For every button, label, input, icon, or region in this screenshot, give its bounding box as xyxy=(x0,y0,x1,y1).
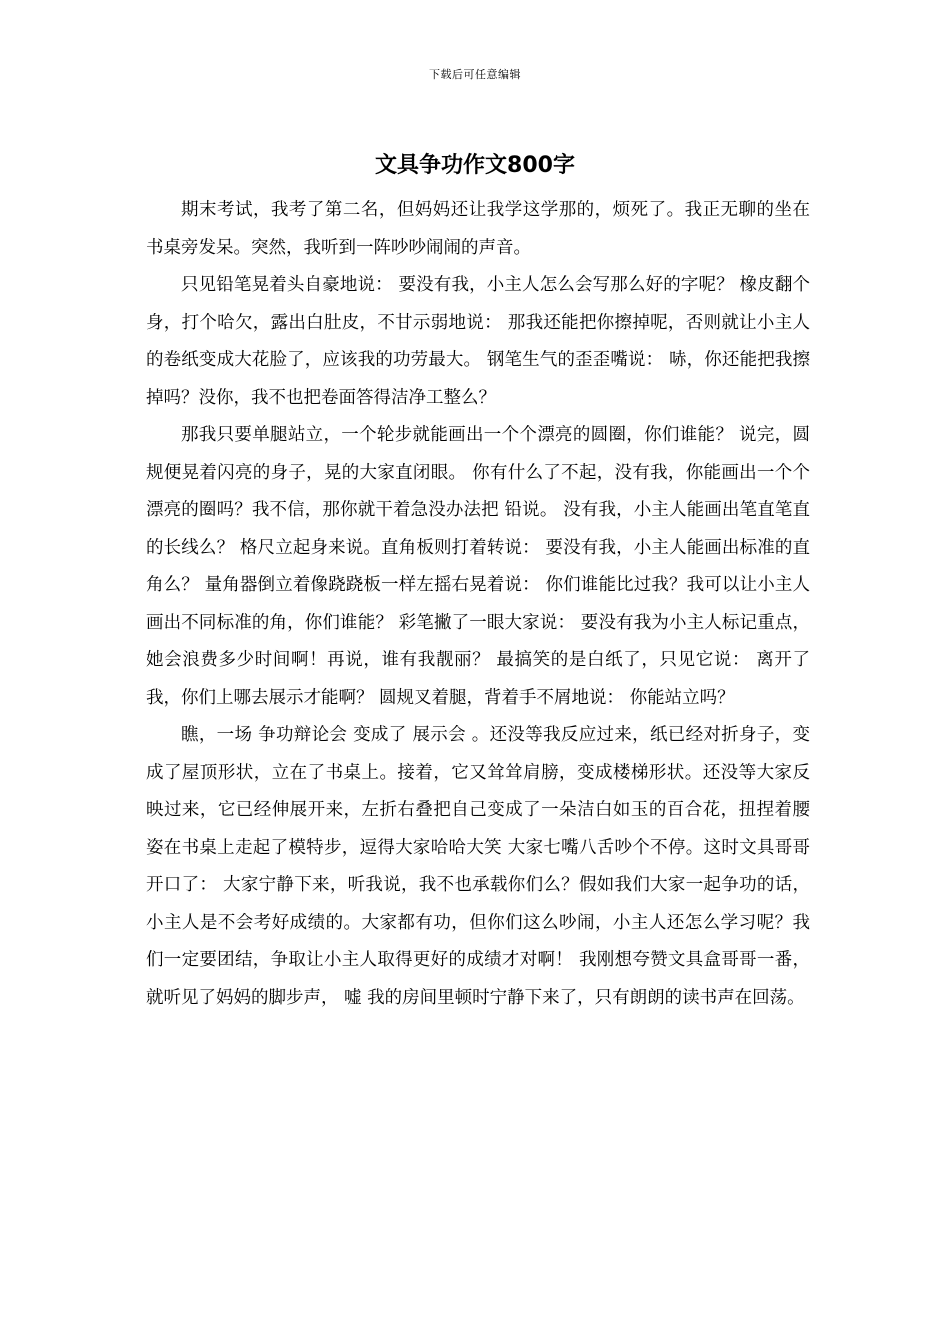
paragraph-4: 瞧，一场 争功辩论会 变成了 展示会 。还没等我反应过来，纸已经对折身子，变成了屋顶形状，立在了书桌上。接着，它又耸耸肩膀，变成楼梯形状。还没等大家反映过来，它已经伸展开来，左折右叠把自己变成了一朵洁白如玉的百合花，扭捏着腰姿在书桌上走起了模特步，逗得大家哈哈大笑 大家七嘴八舌吵个不停。这时文具哥哥开口了： 大家宁静下来，听我说，我不也承载你们么？假如我们大家一起争功的话，小主人是不会考好成绩的。大家都有功，但你们这么吵闹，小主人还怎么学习呢？我们一定要团结，争取让小主人取得更好的成绩才对啊！ 我刚想夸赞文具盒哥哥一番，就听见了妈妈的脚步声， 嘘 我的房间里顿时宁静下来了，只有朗朗的读书声在回荡。 xyxy=(146,725,810,1008)
page-title: 文具争功作文800字 xyxy=(375,153,575,178)
essay-body xyxy=(146,192,810,1017)
paragraph-3: 那我只要单腿站立，一个轮步就能画出一个个漂亮的圆圈，你们谁能？ 说完，圆规便晃着闪亮的身子，晃的大家直闭眼。 你有什么了不起，没有我，你能画出一个个漂亮的圈吗？我不信，那你就干着急没办法把 铅说。 没有我，小主人能画出笔直笔直的长线么？ 格尺立起身来说。直角板则打着转说： 要没有我，小主人能画出标准的直角么？ 量角器倒立着像跷跷板一样左摇右晃着说： 你们谁能比过我？我可以让小主人画出不同标准的角，你们谁能？ 彩笔撇了一眼大家说： 要没有我为小主人标记重点，她会浪费多少时间啊！再说，谁有我靓丽？ 最搞笑的是白纸了，只见它说： 离开了我，你们上哪去展示才能啊？ 圆规叉着腿，背着手不屑地说： 你能站立吗？ xyxy=(146,425,810,708)
paragraph-2: 只见铅笔晃着头自豪地说： 要没有我，小主人怎么会写那么好的字呢？ 橡皮翻个身，打个哈欠，露出白肚皮，不甘示弱地说： 那我还能把你擦掉呢，否则就让小主人的卷纸变成大花脸了，应该我的功劳最大。 钢笔生气的歪歪嘴说： 哧，你还能把我擦掉吗？没你，我不也把卷面答得洁净工整么？ xyxy=(146,275,810,408)
header-note: 下载后可任意编辑 xyxy=(429,68,521,81)
paragraph-1: 期末考试，我考了第二名，但妈妈还让我学这学那的，烦死了。我正无聊的坐在书桌旁发呆。突然，我听到一阵吵吵闹闹的声音。 xyxy=(146,200,810,258)
